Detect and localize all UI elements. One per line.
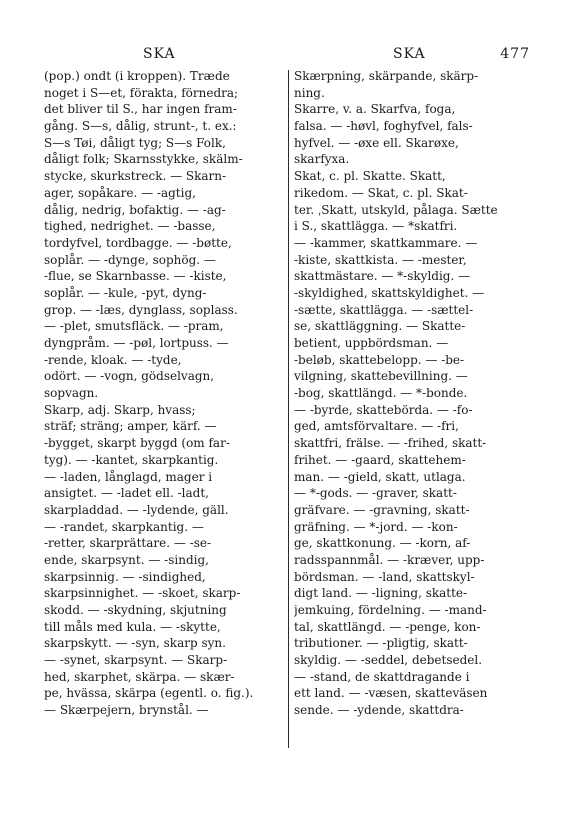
text-line: -rende, kloak. — -tyde, bbox=[44, 352, 182, 367]
text-line: ter. ˌSkatt, utskyld, pålaga. Sætte bbox=[294, 202, 498, 217]
text-line: frihet. — -gaard, skattehem- bbox=[294, 452, 466, 467]
text-line: — Skærpejern, brynstål. — bbox=[44, 703, 209, 718]
text-line: soplår. — -dynge, sophög. — bbox=[44, 252, 216, 267]
text-line: -flue, se Skarnbasse. — -kiste, bbox=[44, 269, 227, 284]
text-line: skarfyxa. bbox=[294, 152, 350, 167]
text-line: -skyldighed, skattskyldighet. — bbox=[294, 285, 485, 300]
text-line: i S., skattlägga. — *skatfri. bbox=[294, 219, 458, 234]
text-line: Skærpning, skärpande, skärp- bbox=[294, 69, 479, 83]
text-line: sträf; sträng; amper, kärf. — bbox=[44, 419, 217, 434]
text-line: — -randet, skarpkantig. — bbox=[44, 519, 204, 534]
header-right-guideword: SKA bbox=[393, 46, 426, 62]
text-line: se, skattläggning. — Skatte- bbox=[294, 319, 466, 334]
text-line: tributioner. — -pligtig, skatt- bbox=[294, 636, 468, 651]
text-line: skarpladdad. — -lydende, gäll. bbox=[44, 502, 229, 517]
text-line: — -kammer, skattkammare. — bbox=[294, 235, 478, 250]
text-line: tordyfvel, tordbagge. — -bøtte, bbox=[44, 235, 232, 250]
text-line: hed, skarphet, skärpa. — skær- bbox=[44, 669, 235, 684]
text-line: Skat, c. pl. Skatte. Skatt, bbox=[294, 169, 446, 184]
text-line: -bog, skattlängd. — *-bonde. bbox=[294, 386, 468, 401]
text-line: stycke, skurkstreck. — Skarn- bbox=[44, 169, 227, 184]
text-line: ning. bbox=[294, 85, 325, 100]
text-line: ged, amtsförvaltare. — -fri, bbox=[294, 419, 459, 434]
text-line: dåligt folk; Skarnsstykke, skälm- bbox=[44, 152, 243, 167]
text-line: tal, skattlängd. — -penge, kon- bbox=[294, 619, 481, 634]
text-line: Skarp, adj. Skarp, hvass; bbox=[44, 402, 196, 417]
text-line: tighed, nedrighet. — -basse, bbox=[44, 219, 216, 234]
text-line: -bygget, skarpt byggd (om far- bbox=[44, 436, 230, 451]
text-line: — -plet, smutsfläck. — -pram, bbox=[44, 319, 224, 334]
text-line: -retter, skarprättare. — -se- bbox=[44, 536, 212, 551]
text-line: ge, skattkonung. — -korn, af- bbox=[294, 536, 471, 551]
text-line: gräfning. — *-jord. — -kon- bbox=[294, 519, 458, 534]
column-divider bbox=[288, 70, 289, 748]
right-column bbox=[294, 68, 532, 719]
text-line: falsa. — -høvl, foghyfvel, fals- bbox=[294, 119, 473, 134]
text-line: — -stand, de skattdragande i bbox=[294, 669, 470, 684]
text-line: -beløb, skattebelopp. — -be- bbox=[294, 352, 465, 367]
text-line: ett land. — -væsen, skatteväsen bbox=[294, 686, 488, 701]
text-line: dyngpråm. — -pøl, lortpuss. — bbox=[44, 336, 229, 350]
text-line: ager, sopåkare. — -agtig, bbox=[44, 185, 196, 200]
text-line: — -synet, skarpsynt. — Skarp- bbox=[44, 653, 228, 668]
text-line: soplår. — -kule, -pyt, dyng- bbox=[44, 285, 207, 300]
text-line: dålig, nedrig, bofaktig. — -ag- bbox=[44, 202, 226, 217]
text-line: gång. S—s, dålig, strunt-, t. ex.: bbox=[44, 119, 237, 134]
text-line: grop. — -læs, dynglass, soplass. bbox=[44, 302, 238, 317]
text-line: jemkuing, fördelning. — -mand- bbox=[294, 603, 487, 617]
text-line: sopvagn. bbox=[44, 386, 99, 401]
text-line: ende, skarpsynt. — -sindig, bbox=[44, 552, 209, 567]
text-line: — -laden, långlagd, mager i bbox=[44, 469, 213, 484]
left-column bbox=[44, 68, 282, 719]
text-line: Skarre, v. a. Skarfva, foga, bbox=[294, 102, 456, 117]
text-line: odört. — -vogn, gödselvagn, bbox=[44, 369, 215, 384]
text-line: skodd. — -skydning, skjutning bbox=[44, 603, 227, 617]
text-line: betient, uppbördsman. — bbox=[294, 336, 449, 350]
text-line: ansigtet. — -ladet ell. -ladt, bbox=[44, 486, 209, 501]
text-line: bördsman. — -land, skattskyl- bbox=[294, 569, 475, 584]
text-line: skattmästare. — *-skyldig. — bbox=[294, 269, 471, 284]
text-line: skarpsinnighet. — -skoet, skarp- bbox=[44, 586, 241, 601]
text-line: digt land. — -ligning, skatte- bbox=[294, 586, 468, 601]
text-line: noget i S—et, förakta, förnedra; bbox=[44, 85, 239, 100]
text-line: -sætte, skattlägga. — -sættel- bbox=[294, 302, 474, 317]
text-line: skarpskytt. — -syn, skarp syn. bbox=[44, 636, 226, 651]
text-line: (pop.) ondt (i kroppen). Træde bbox=[44, 69, 230, 83]
text-line: S—s Tøi, dåligt tyg; S—s Folk, bbox=[44, 135, 226, 150]
text-line: pe, hvässa, skärpa (egentl. o. fig.). bbox=[44, 686, 254, 701]
text-line: — *-gods. — -graver, skatt- bbox=[294, 486, 457, 501]
text-line: rikedom. — Skat, c. pl. Skat- bbox=[294, 185, 468, 200]
text-line: skattfri, frälse. — -frihed, skatt- bbox=[294, 436, 487, 451]
page-number: 477 bbox=[500, 46, 530, 62]
text-line: skyldig. — -seddel, debetsedel. bbox=[294, 653, 483, 668]
text-line: radsspannmål. — -kræver, upp- bbox=[294, 552, 485, 567]
text-line: hyfvel. — -øxe ell. Skarøxe, bbox=[294, 135, 459, 150]
text-line: man. — -gield, skatt, utlaga. bbox=[294, 469, 466, 484]
header-left-guideword: SKA bbox=[143, 46, 176, 62]
text-line: gräfvare. — -gravning, skatt- bbox=[294, 502, 470, 517]
text-line: tyg). — -kantet, skarpkantig. bbox=[44, 452, 219, 467]
text-line: det bliver til S., har ingen fram- bbox=[44, 102, 237, 117]
running-header bbox=[48, 46, 530, 66]
text-line: sende. — -ydende, skattdra- bbox=[294, 703, 464, 718]
text-line: skarpsinnig. — -sindighed, bbox=[44, 569, 206, 584]
text-line: till måls med kula. — -skytte, bbox=[44, 619, 221, 634]
text-line: — -byrde, skattebörda. — -fo- bbox=[294, 402, 473, 417]
text-line: vilgning, skattebevillning. — bbox=[294, 369, 468, 384]
text-line: -kiste, skattkista. — -mester, bbox=[294, 252, 467, 267]
